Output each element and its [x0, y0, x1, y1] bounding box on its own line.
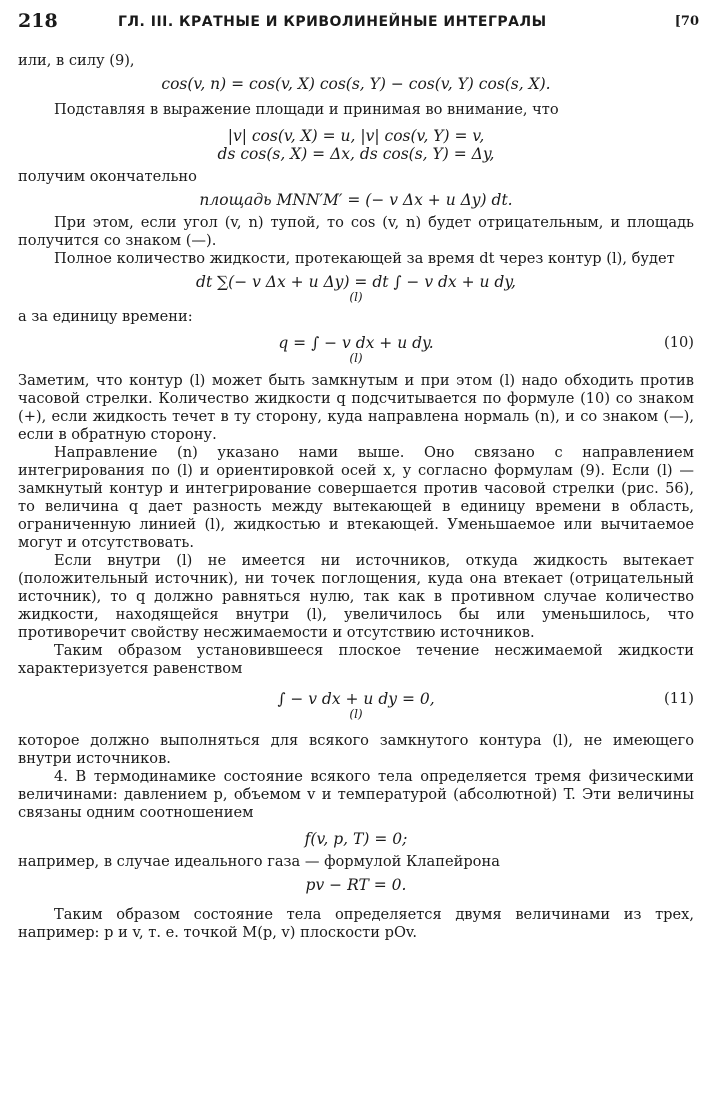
formula-text: площадь MNN′M′ = (− v Δx + u Δy) dt. [199, 191, 513, 209]
paragraph: При этом, если угол (v, n) тупой, то cos (v, n) будет отрицательным, и площадь получится со знаком (—). [18, 214, 694, 249]
formula [18, 830, 694, 848]
paragraph: Подставляя в выражение площади и принимая во внимание, что [54, 101, 559, 118]
formula-text: ∫ − v dx + u dy = 0, [277, 690, 435, 708]
paragraph: Таким образом установившееся плоское течение несжимаемой жидкости характеризуется равенством [18, 642, 694, 677]
chapter-title: ГЛ. III. КРАТНЫЕ И КРИВОЛИНЕЙНЫЕ ИНТЕГРАЛЫ [118, 14, 547, 30]
paragraph: Если внутри (l) не имеется ни источников, откуда жидкость вытекает (положительный источник), ни точек поглощения, куда она втекает (отрицательный источник), то q должно равняться нулю, так как в противном случае количество жидкости, находящейся внутри (l), увеличилось бы или уменьшилось, что противоречит свойству несжимаемости и отсутствию источников. [18, 552, 694, 641]
paragraph: получим окончательно [18, 168, 197, 185]
section-number: [70 [674, 14, 699, 29]
page-number: 218 [18, 10, 58, 32]
formula [18, 273, 694, 303]
integral-subscript: (l) [349, 707, 363, 721]
formula [18, 191, 694, 209]
formula-text: pv − RT = 0. [305, 876, 407, 894]
paragraph: Заметим, что контур (l) может быть замкнутым и при этом (l) надо обходить против часовой стрелки. Количество жидкости q подсчитывается по формуле (10) со знаком (+), если жидкость течет в ту сторону, куда направлена нормаль (n), и со знаком (—), если в обратную сторону. [18, 372, 694, 443]
integral-subscript: (l) [349, 290, 363, 304]
formula-text: q = ∫ − v dx + u dy. [278, 334, 434, 352]
formula [18, 75, 694, 93]
paragraph: Таким образом состояние тела определяется двумя величинами из трех, например: p и v, т. е. точкой M(p, v) плоскости pOv. [18, 906, 694, 941]
integral-subscript: (l) [349, 351, 363, 365]
paragraph: Направление (n) указано нами выше. Оно связано с направлением интегрирования по (l) и ориентировкой осей x, y согласно формулам (9). Если (l) — замкнутый контур и интегрирование совершается против часовой стрелки (рис. 56), то величина q дает разность между вытекающей в единицу времени в область, ограниченную линией (l), жидкостью и втекающей. Уменьшаемое или вычитаемое могут и отсутствовать. [18, 444, 694, 551]
paragraph: которое должно выполняться для всякого замкнутого контура (l), не имеющего внутри источников. [18, 732, 694, 767]
formula [18, 334, 694, 364]
formula-text: ds cos(s, X) = Δx, ds cos(s, Y) = Δy, [217, 145, 495, 163]
paragraph: например, в случае идеального газа — формулой Клапейрона [18, 853, 500, 870]
paragraph: 4. В термодинамике состояние всякого тела определяется тремя физическими величинами: давлением p, объемом v и температурой (абсолютной) T. Эти величины связаны одним соотношением [18, 768, 694, 821]
formula-text: f(v, p, T) = 0; [304, 830, 408, 848]
formula [18, 127, 694, 145]
formula-text: cos(v, n) = cos(v, X) cos(s, Y) − cos(v, Y) cos(s, X). [161, 75, 551, 93]
paragraph: Полное количество жидкости, протекающей за время dt через контур (l), будет [54, 250, 675, 267]
formula [18, 145, 694, 163]
formula [18, 876, 694, 894]
page-body [18, 52, 694, 942]
equation-number: (11) [664, 690, 694, 707]
running-header [18, 10, 699, 40]
formula-text: |v| cos(v, X) = u, |v| cos(v, Y) = v, [227, 127, 485, 145]
formula [18, 690, 694, 720]
paragraph: а за единицу времени: [18, 308, 193, 325]
formula-text: dt ∑(− v Δx + u Δy) = dt ∫ − v dx + u dy, [196, 273, 516, 291]
equation-number: (10) [664, 334, 694, 351]
paragraph: или, в силу (9), [18, 52, 135, 69]
